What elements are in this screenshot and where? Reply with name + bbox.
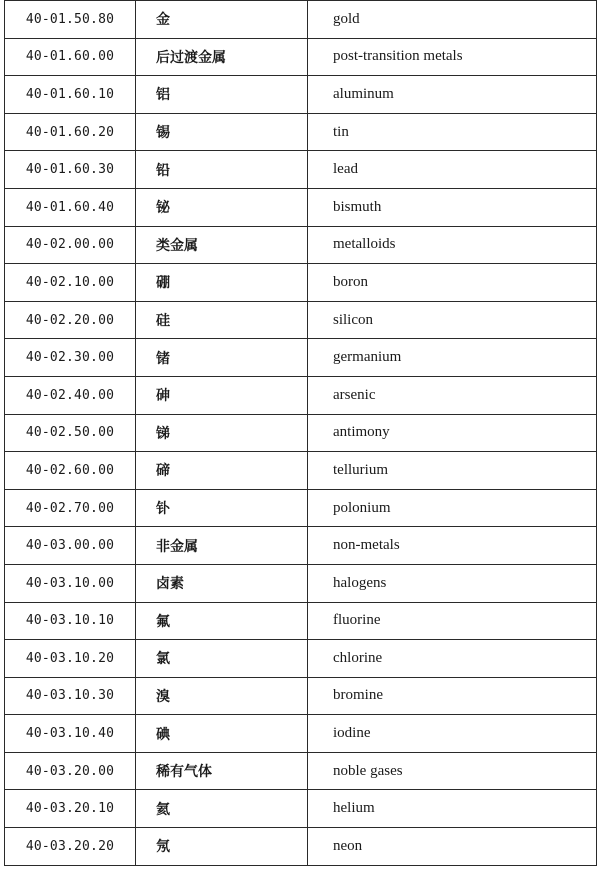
chinese-term-cell: 碲 xyxy=(136,452,308,490)
classification-code-cell: 40-01.60.30 xyxy=(5,151,136,189)
english-term-cell: germanium xyxy=(308,339,597,377)
chinese-term-cell: 铝 xyxy=(136,76,308,114)
chinese-term-cell: 非金属 xyxy=(136,527,308,565)
table-row xyxy=(5,564,597,602)
english-term-cell: iodine xyxy=(308,715,597,753)
chinese-term-cell: 氖 xyxy=(136,828,308,866)
chinese-term-cell: 类金属 xyxy=(136,226,308,264)
table-row xyxy=(5,527,597,565)
chinese-term-cell: 锡 xyxy=(136,113,308,151)
english-term-cell: neon xyxy=(308,828,597,866)
classification-code-cell: 40-03.10.40 xyxy=(5,715,136,753)
chinese-term-cell: 稀有气体 xyxy=(136,752,308,790)
table-row xyxy=(5,790,597,828)
table-row xyxy=(5,640,597,678)
chinese-term-cell: 氟 xyxy=(136,602,308,640)
english-term-cell: tin xyxy=(308,113,597,151)
english-term-cell: antimony xyxy=(308,414,597,452)
table-row xyxy=(5,38,597,76)
chinese-term-cell: 铋 xyxy=(136,188,308,226)
table-row xyxy=(5,339,597,377)
classification-code-cell: 40-03.20.10 xyxy=(5,790,136,828)
chinese-term-cell: 溴 xyxy=(136,677,308,715)
chinese-term-cell: 铅 xyxy=(136,151,308,189)
classification-code-cell: 40-01.60.40 xyxy=(5,188,136,226)
classification-code-cell: 40-02.60.00 xyxy=(5,452,136,490)
chinese-term-cell: 氯 xyxy=(136,640,308,678)
english-term-cell: fluorine xyxy=(308,602,597,640)
table-row xyxy=(5,376,597,414)
english-term-cell: aluminum xyxy=(308,76,597,114)
table-row xyxy=(5,677,597,715)
table-row xyxy=(5,828,597,866)
english-term-cell: gold xyxy=(308,1,597,39)
classification-code-cell: 40-03.20.20 xyxy=(5,828,136,866)
table-row xyxy=(5,301,597,339)
terminology-table xyxy=(4,0,597,866)
chinese-term-cell: 碘 xyxy=(136,715,308,753)
english-term-cell: boron xyxy=(308,264,597,302)
chinese-term-cell: 钋 xyxy=(136,489,308,527)
chinese-term-cell: 硼 xyxy=(136,264,308,302)
classification-code-cell: 40-01.60.20 xyxy=(5,113,136,151)
table-row xyxy=(5,113,597,151)
classification-code-cell: 40-03.10.00 xyxy=(5,564,136,602)
table-row xyxy=(5,752,597,790)
classification-code-cell: 40-03.20.00 xyxy=(5,752,136,790)
english-term-cell: noble gases xyxy=(308,752,597,790)
classification-code-cell: 40-02.30.00 xyxy=(5,339,136,377)
classification-code-cell: 40-03.10.10 xyxy=(5,602,136,640)
chinese-term-cell: 砷 xyxy=(136,376,308,414)
classification-code-cell: 40-02.10.00 xyxy=(5,264,136,302)
table-row xyxy=(5,452,597,490)
english-term-cell: metalloids xyxy=(308,226,597,264)
english-term-cell: post-transition metals xyxy=(308,38,597,76)
classification-code-cell: 40-02.50.00 xyxy=(5,414,136,452)
classification-code-cell: 40-02.00.00 xyxy=(5,226,136,264)
classification-code-cell: 40-03.00.00 xyxy=(5,527,136,565)
table-row xyxy=(5,76,597,114)
chinese-term-cell: 锑 xyxy=(136,414,308,452)
english-term-cell: bismuth xyxy=(308,188,597,226)
table-row xyxy=(5,264,597,302)
chinese-term-cell: 卤素 xyxy=(136,564,308,602)
english-term-cell: halogens xyxy=(308,564,597,602)
classification-code-cell: 40-02.40.00 xyxy=(5,376,136,414)
table-row xyxy=(5,489,597,527)
classification-code-cell: 40-03.10.30 xyxy=(5,677,136,715)
english-term-cell: polonium xyxy=(308,489,597,527)
table-row xyxy=(5,414,597,452)
classification-code-cell: 40-02.70.00 xyxy=(5,489,136,527)
chinese-term-cell: 锗 xyxy=(136,339,308,377)
chinese-term-cell: 后过渡金属 xyxy=(136,38,308,76)
chinese-term-cell: 金 xyxy=(136,1,308,39)
table-row xyxy=(5,1,597,39)
chinese-term-cell: 硅 xyxy=(136,301,308,339)
classification-code-cell: 40-01.60.00 xyxy=(5,38,136,76)
english-term-cell: bromine xyxy=(308,677,597,715)
table-body xyxy=(5,1,597,866)
english-term-cell: silicon xyxy=(308,301,597,339)
table-row xyxy=(5,188,597,226)
english-term-cell: tellurium xyxy=(308,452,597,490)
english-term-cell: non-metals xyxy=(308,527,597,565)
english-term-cell: arsenic xyxy=(308,376,597,414)
classification-code-cell: 40-01.50.80 xyxy=(5,1,136,39)
terminology-table-container xyxy=(4,0,596,866)
classification-code-cell: 40-01.60.10 xyxy=(5,76,136,114)
english-term-cell: helium xyxy=(308,790,597,828)
classification-code-cell: 40-02.20.00 xyxy=(5,301,136,339)
english-term-cell: chlorine xyxy=(308,640,597,678)
table-row xyxy=(5,602,597,640)
classification-code-cell: 40-03.10.20 xyxy=(5,640,136,678)
chinese-term-cell: 氦 xyxy=(136,790,308,828)
table-row xyxy=(5,715,597,753)
table-row xyxy=(5,226,597,264)
english-term-cell: lead xyxy=(308,151,597,189)
table-row xyxy=(5,151,597,189)
